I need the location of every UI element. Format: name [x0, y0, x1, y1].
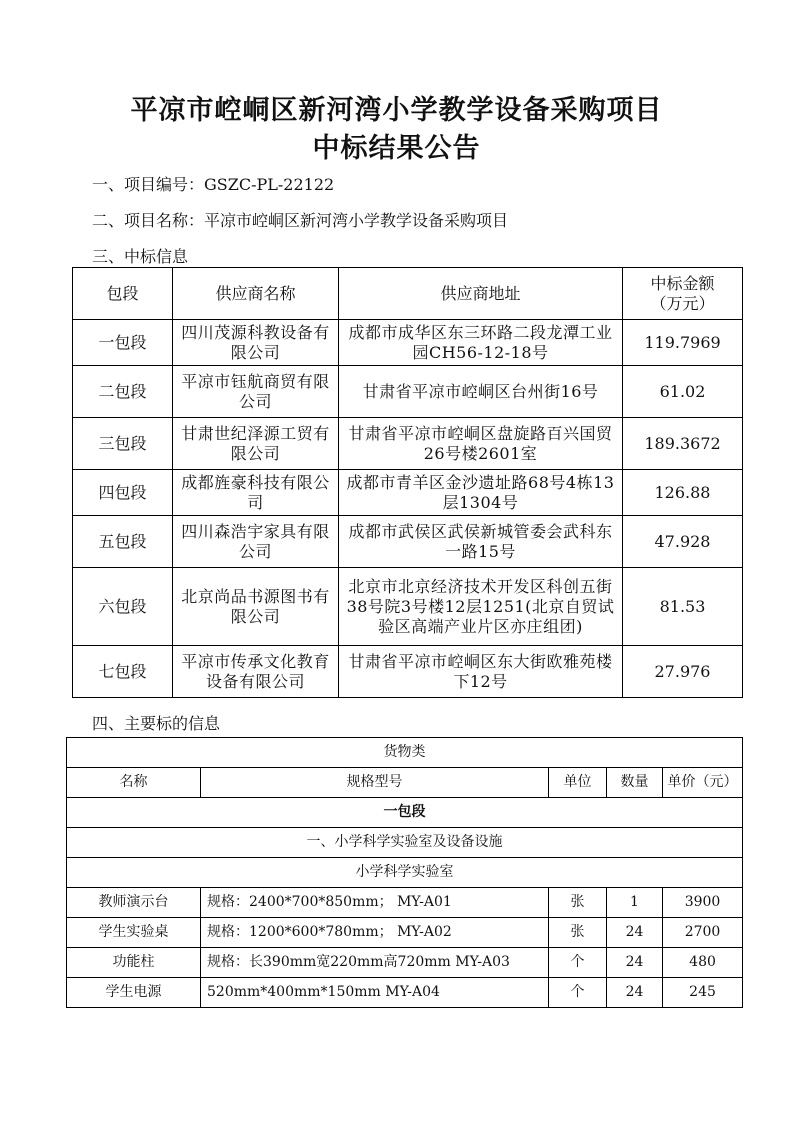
- lot-cell: 六包段: [73, 568, 173, 646]
- goods-table: [66, 737, 743, 1008]
- qty-header: 数量: [607, 768, 663, 798]
- section-award-info: 三、中标信息: [92, 247, 189, 266]
- address-cell: 北京市北京经济技术开发区科创五街38号院3号楼12层1251(北京自贸试验区高端产业片区亦庄组团): [339, 568, 623, 646]
- goods-row: [67, 888, 743, 918]
- lot-cell: 七包段: [73, 646, 173, 698]
- item-name-cell: 教师演示台: [67, 888, 201, 918]
- room-heading-row: [67, 858, 743, 888]
- item-name-cell: 学生电源: [67, 978, 201, 1008]
- page-title: 平凉市崆峒区新河湾小学教学设备采购项目: [130, 95, 663, 126]
- amount-cell: 27.976: [623, 646, 743, 698]
- amount-cell: 189.3672: [623, 418, 743, 470]
- section-main-items: 四、主要标的信息: [92, 714, 221, 733]
- supplier-cell: 甘肃世纪泽源工贸有限公司: [173, 418, 339, 470]
- item-qty-cell: 1: [607, 888, 663, 918]
- project-number: 一、项目编号：GSZC-PL-22122: [92, 175, 335, 194]
- amount-cell: 119.7969: [623, 320, 743, 366]
- goods-row: [67, 978, 743, 1008]
- supplier-cell: 四川茂源科教设备有限公司: [173, 320, 339, 366]
- item-name-cell: 功能柱: [67, 948, 201, 978]
- unit-header: 单位: [549, 768, 607, 798]
- item-spec-cell: 520mm*400mm*150mm MY-A04: [201, 978, 549, 1008]
- goods-row: [67, 948, 743, 978]
- amount-header: 中标金额 （万元）: [623, 268, 743, 320]
- lot-heading: 一包段: [67, 798, 743, 828]
- lot-cell: 五包段: [73, 516, 173, 568]
- address-cell: 成都市武侯区武侯新城管委会武科东一路15号: [339, 516, 623, 568]
- amount-cell: 81.53: [623, 568, 743, 646]
- award-row: [73, 366, 743, 418]
- item-unit-cell: 个: [549, 948, 607, 978]
- award-row: [73, 470, 743, 516]
- supplier-header: 供应商名称: [173, 268, 339, 320]
- room-heading: 小学科学实验室: [67, 858, 743, 888]
- item-spec-cell: 规格：1200*600*780mm； MY-A02: [201, 918, 549, 948]
- amount-cell: 126.88: [623, 470, 743, 516]
- address-header: 供应商地址: [339, 268, 623, 320]
- lot-cell: 一包段: [73, 320, 173, 366]
- lot-header: 包段: [73, 268, 173, 320]
- address-cell: 甘肃省平凉市崆峒区台州街16号: [339, 366, 623, 418]
- goods-header-row: [67, 768, 743, 798]
- supplier-cell: 北京尚品书源图书有限公司: [173, 568, 339, 646]
- price-header: 单价（元）: [663, 768, 743, 798]
- lot-cell: 四包段: [73, 470, 173, 516]
- category-heading: 货物类: [67, 738, 743, 768]
- address-cell: 甘肃省平凉市崆峒区盘旋路百兴国贸26号楼2601室: [339, 418, 623, 470]
- award-row: [73, 418, 743, 470]
- item-qty-cell: 24: [607, 948, 663, 978]
- item-unit-cell: 个: [549, 978, 607, 1008]
- amount-cell: 61.02: [623, 366, 743, 418]
- address-cell: 甘肃省平凉市崆峒区东大街欧雅苑楼下12号: [339, 646, 623, 698]
- item-name-cell: 学生实验桌: [67, 918, 201, 948]
- page-subtitle: 中标结果公告: [312, 133, 481, 164]
- award-row: [73, 568, 743, 646]
- supplier-cell: 四川森浩宇家具有限公司: [173, 516, 339, 568]
- item-price-cell: 2700: [663, 918, 743, 948]
- award-row: [73, 516, 743, 568]
- amount-cell: 47.928: [623, 516, 743, 568]
- address-cell: 成都市青羊区金沙遗址路68号4栋13层1304号: [339, 470, 623, 516]
- lot-cell: 三包段: [73, 418, 173, 470]
- lot-cell: 二包段: [73, 366, 173, 418]
- item-unit-cell: 张: [549, 918, 607, 948]
- supplier-cell: 成都旌豪科技有限公司: [173, 470, 339, 516]
- supplier-cell: 平凉市传承文化教育设备有限公司: [173, 646, 339, 698]
- address-cell: 成都市成华区东三环路二段龙潭工业园CH56-12-18号: [339, 320, 623, 366]
- item-unit-cell: 张: [549, 888, 607, 918]
- sub-heading: 一、小学科学实验室及设备设施: [67, 828, 743, 858]
- sub-heading-row: [67, 828, 743, 858]
- supplier-cell: 平凉市钰航商贸有限公司: [173, 366, 339, 418]
- award-row: [73, 646, 743, 698]
- item-price-cell: 245: [663, 978, 743, 1008]
- category-heading-row: [67, 738, 743, 768]
- award-header-row: [73, 268, 743, 320]
- name-header: 名称: [67, 768, 201, 798]
- item-qty-cell: 24: [607, 918, 663, 948]
- award-row: [73, 320, 743, 366]
- award-table: [72, 267, 743, 698]
- spec-header: 规格型号: [201, 768, 549, 798]
- item-spec-cell: 规格：长390mm宽220mm高720mm MY-A03: [201, 948, 549, 978]
- item-qty-cell: 24: [607, 978, 663, 1008]
- goods-row: [67, 918, 743, 948]
- item-spec-cell: 规格：2400*700*850mm； MY-A01: [201, 888, 549, 918]
- lot-heading-row: [67, 798, 743, 828]
- project-name: 二、项目名称：平凉市崆峒区新河湾小学教学设备采购项目: [92, 211, 509, 230]
- item-price-cell: 3900: [663, 888, 743, 918]
- item-price-cell: 480: [663, 948, 743, 978]
